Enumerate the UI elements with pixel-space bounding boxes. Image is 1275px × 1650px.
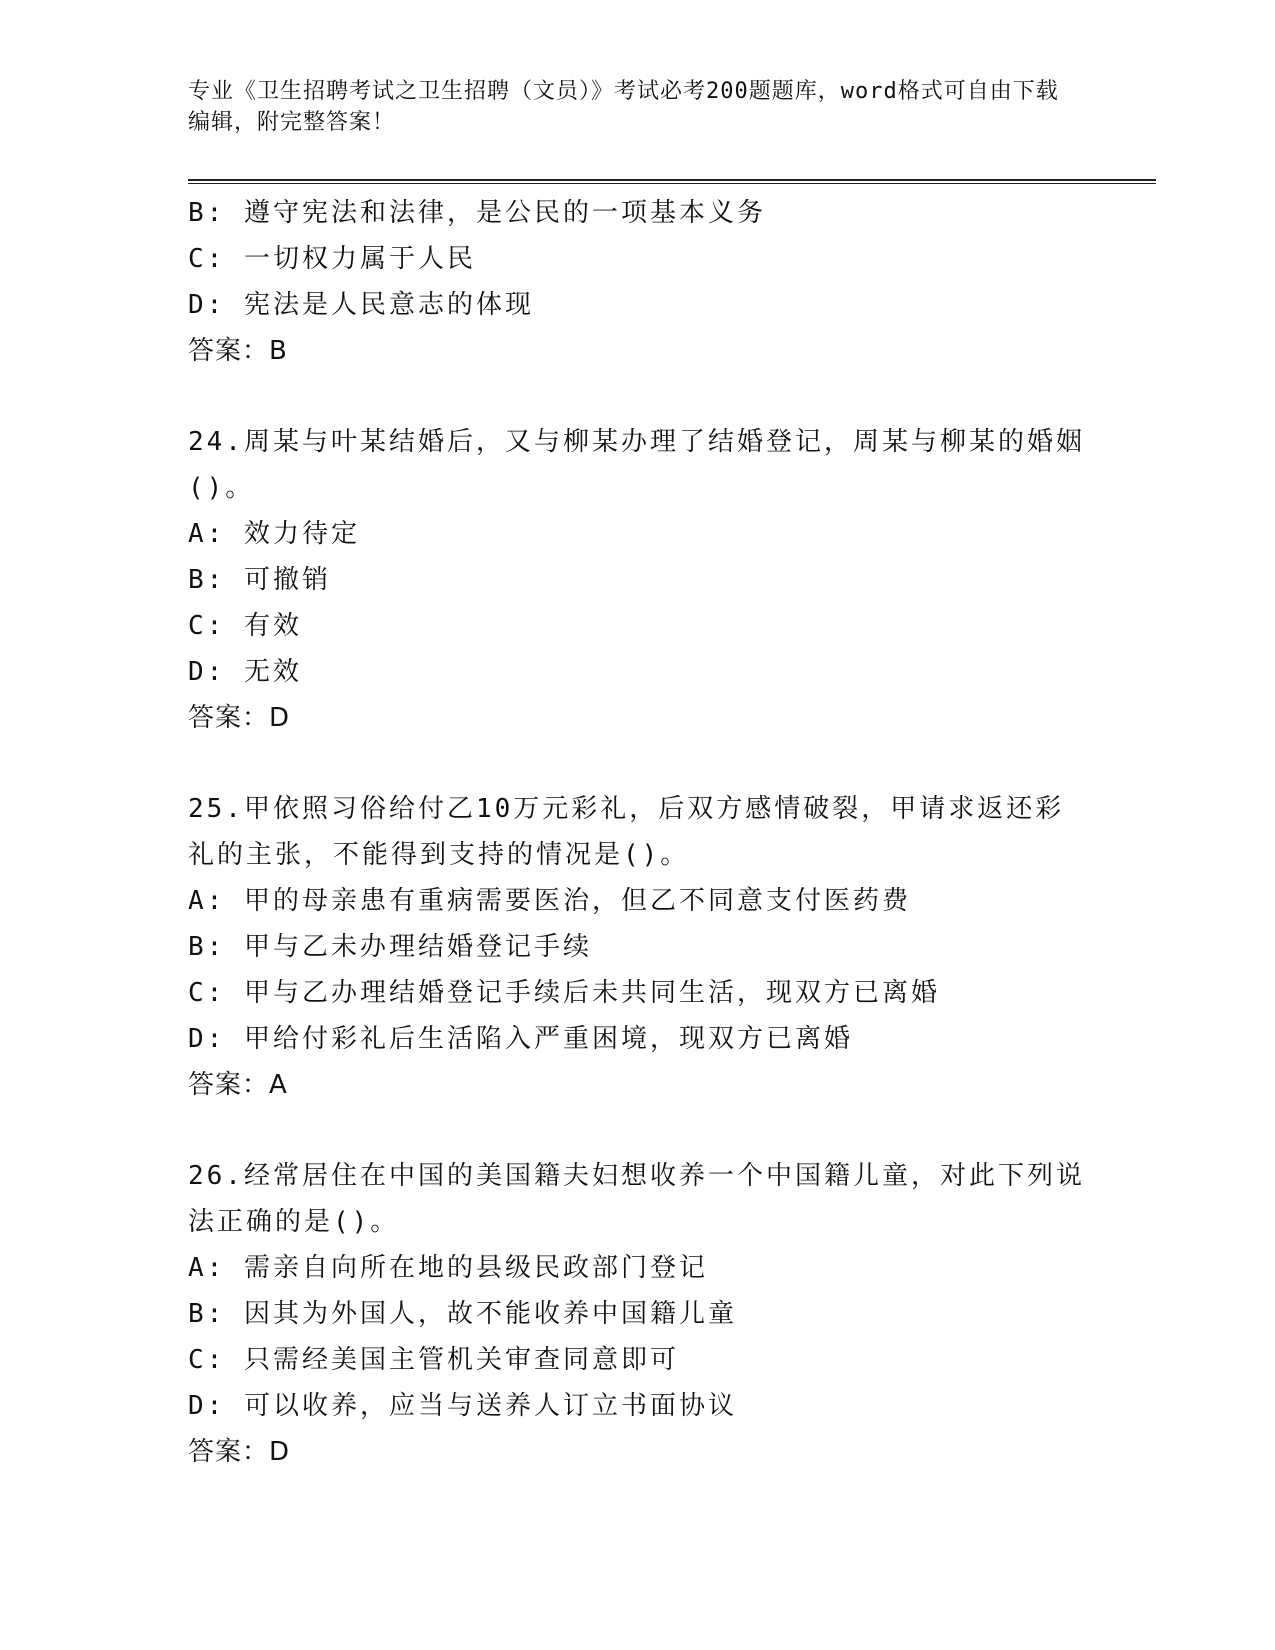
answer-line: 答案：D xyxy=(188,1437,291,1467)
question-stem: 26.经常居住在中国的美国籍夫妇想收养一个中国籍儿童，对此下列说法正确的是()。 xyxy=(188,1161,1085,1237)
option-d: D: 可以收养，应当与送养人订立书面协议 xyxy=(188,1391,737,1421)
header-divider xyxy=(188,179,1156,184)
question-24 xyxy=(188,419,1088,741)
answer-line: 答案：D xyxy=(188,703,291,733)
question-25 xyxy=(188,786,1088,1108)
question-spacer xyxy=(188,1108,1088,1153)
option-d: D: 甲给付彩礼后生活陷入严重困境，现双方已离婚 xyxy=(188,1024,853,1054)
option-c: C: 只需经美国主管机关审查同意即可 xyxy=(188,1345,679,1375)
option-d: D: 无效 xyxy=(188,657,302,687)
option-c: C: 有效 xyxy=(188,611,302,641)
partial-question xyxy=(188,190,1088,374)
option-b: B: 可撤销 xyxy=(188,565,331,595)
question-spacer xyxy=(188,374,1088,419)
option-a: A: 甲的母亲患有重病需要医治，但乙不同意支付医药费 xyxy=(188,886,911,916)
option-b: B: 遵守宪法和法律，是公民的一项基本义务 xyxy=(188,198,766,228)
option-c: C: 一切权力属于人民 xyxy=(188,244,476,274)
option-a: A: 需亲自向所在地的县级民政部门登记 xyxy=(188,1253,708,1283)
option-c: C: 甲与乙办理结婚登记手续后未共同生活，现双方已离婚 xyxy=(188,978,940,1008)
question-stem: 24.周某与叶某结婚后，又与柳某办理了结婚登记，周某与柳某的婚姻()。 xyxy=(188,427,1085,503)
option-b: B: 甲与乙未办理结婚登记手续 xyxy=(188,932,592,962)
answer-line: 答案：A xyxy=(188,1070,288,1100)
option-a: A: 效力待定 xyxy=(188,519,360,549)
question-content xyxy=(188,190,1088,1475)
question-stem: 25.甲依照习俗给付乙10万元彩礼，后双方感情破裂，甲请求返还彩礼的主张，不能得到支持的情况是()。 xyxy=(188,794,1065,870)
question-26 xyxy=(188,1153,1088,1475)
question-spacer xyxy=(188,741,1088,786)
document-header: 专业《卫生招聘考试之卫生招聘（文员）》考试必考200题题库，word格式可自由下载编辑，附完整答案！ xyxy=(188,79,1059,135)
option-b: B: 因其为外国人，故不能收养中国籍儿童 xyxy=(188,1299,737,1329)
option-d: D: 宪法是人民意志的体现 xyxy=(188,290,534,320)
answer-line: 答案：B xyxy=(188,336,288,366)
